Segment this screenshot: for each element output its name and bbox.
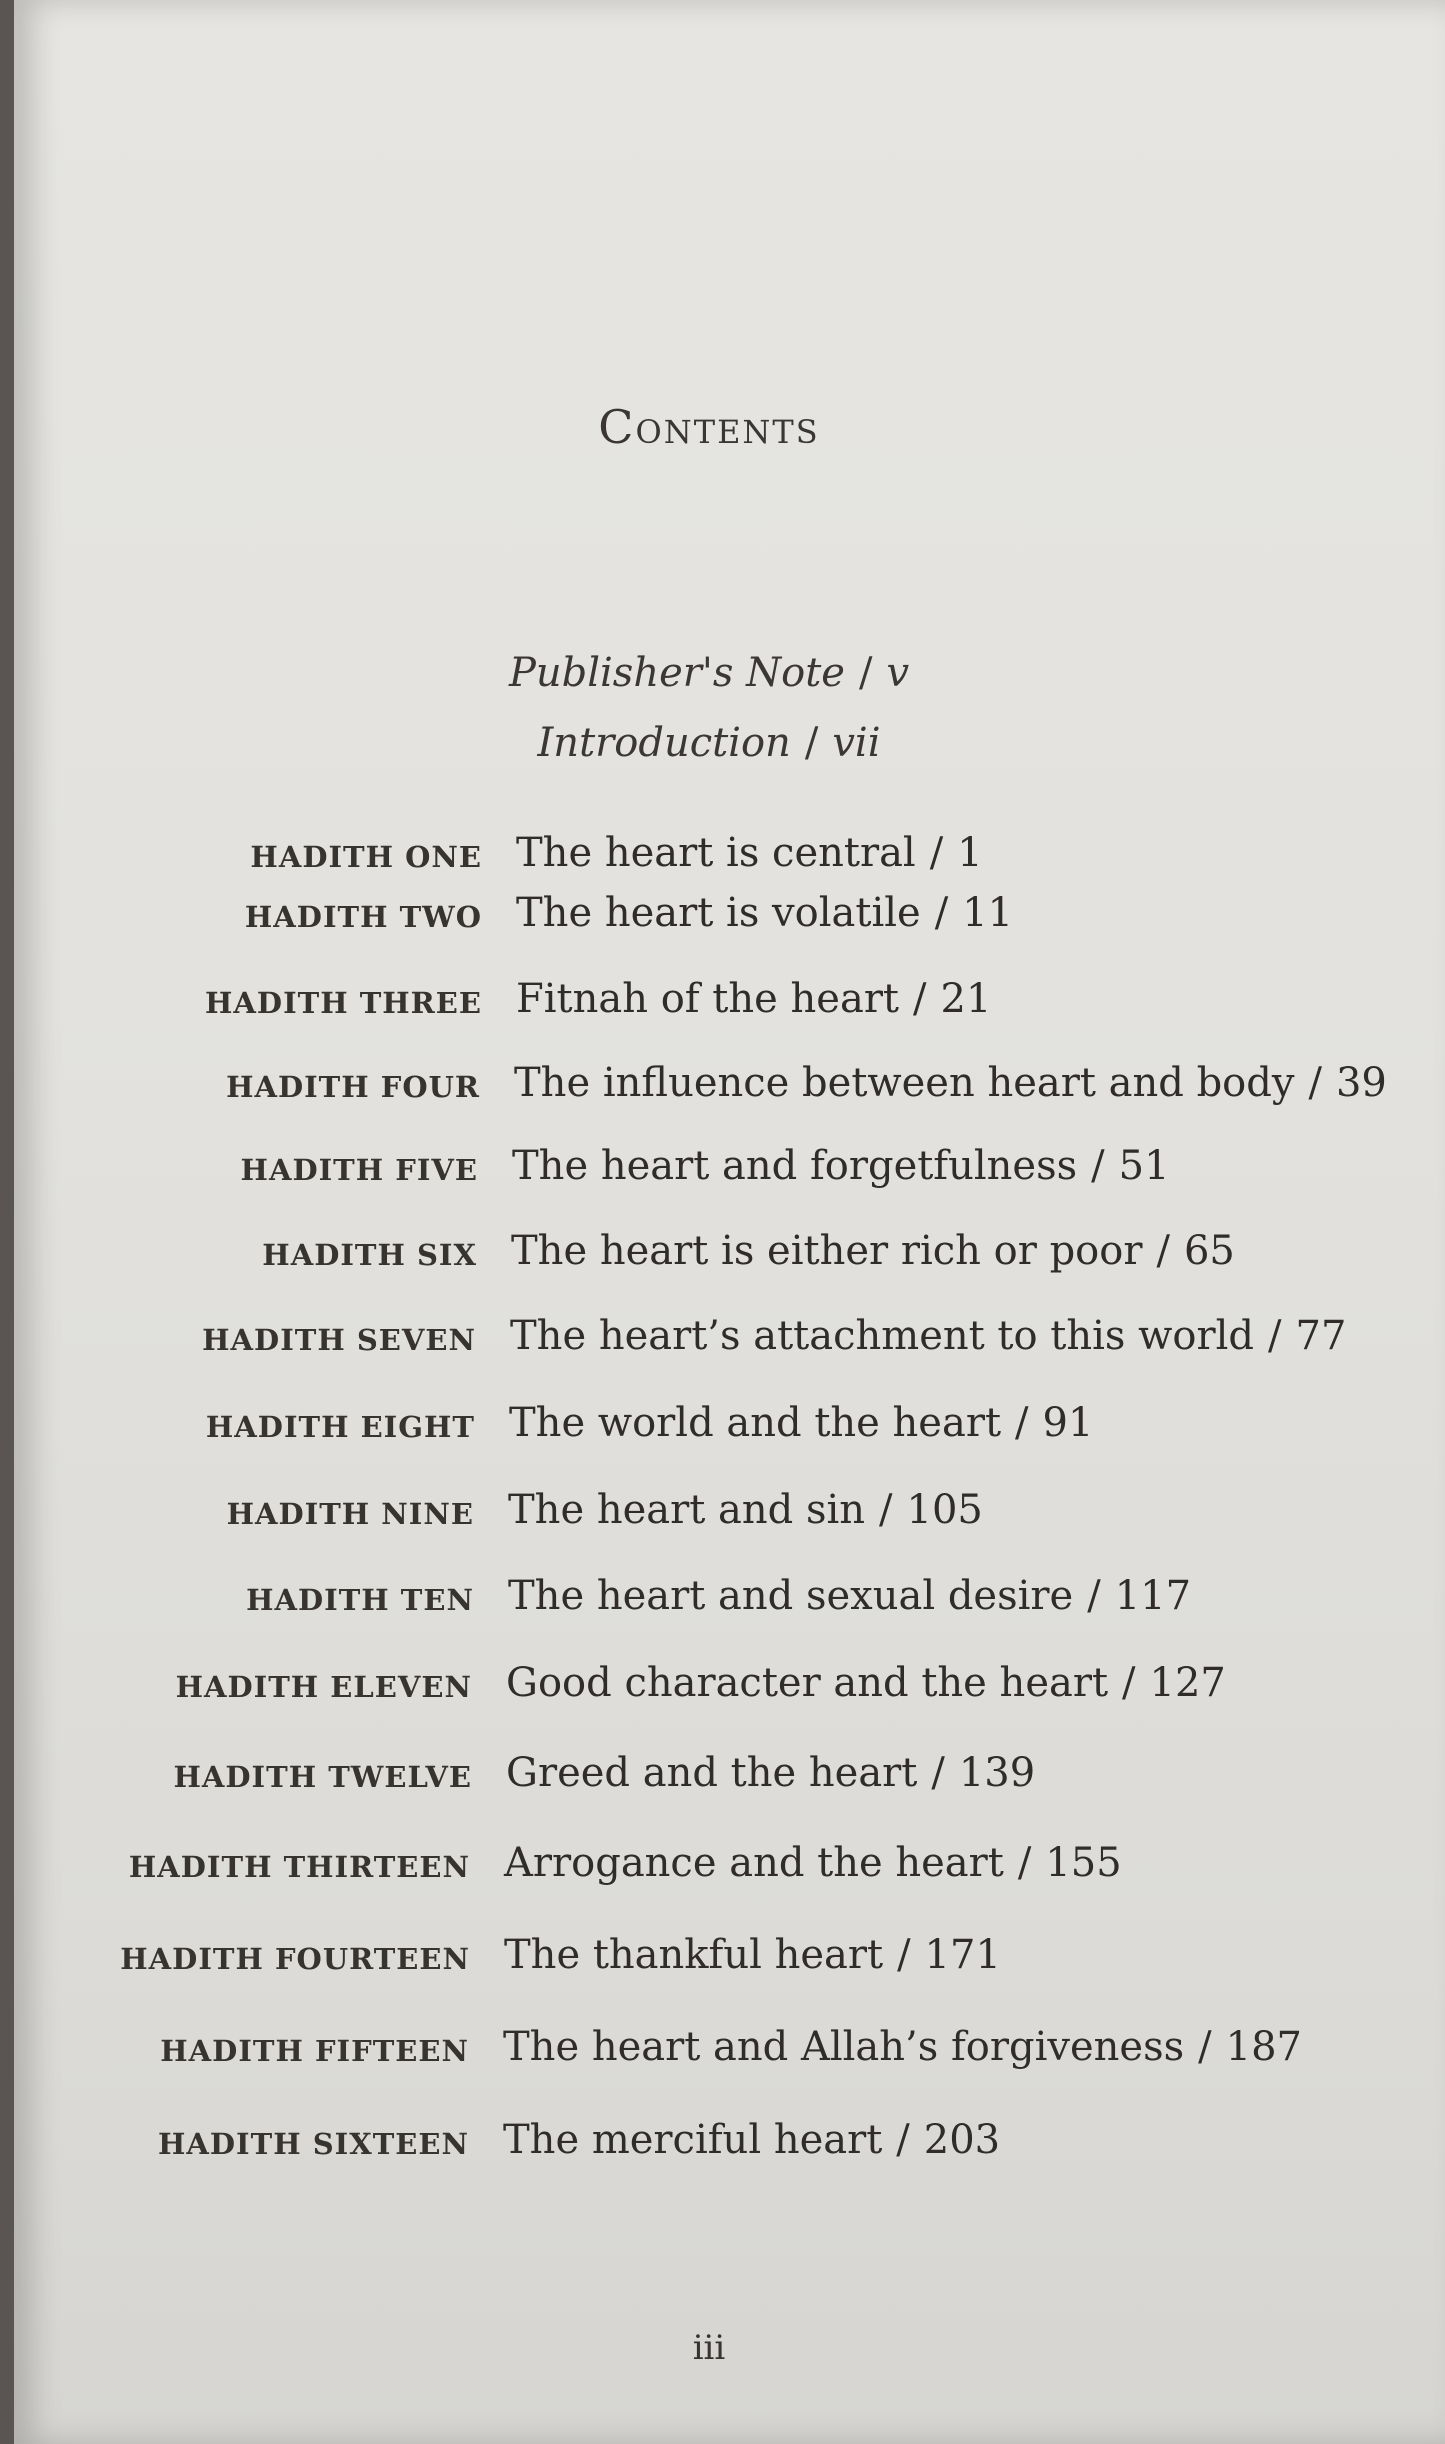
chapter-label: HADITH EIGHT — [205, 1410, 475, 1444]
separator: / — [879, 1487, 893, 1533]
toc-row — [14, 1660, 1445, 1720]
page-title: Contents — [598, 400, 820, 454]
toc-entry — [506, 1750, 1035, 1796]
front-matter-item — [14, 650, 1404, 696]
toc-label-container — [14, 1060, 480, 1120]
chapter-page-number: 11 — [962, 890, 1014, 936]
toc-entry — [504, 1932, 1001, 1978]
toc-entry — [512, 1143, 1170, 1189]
chapter-page-number: 65 — [1183, 1228, 1235, 1274]
separator: / — [1015, 1400, 1029, 1446]
separator: / — [913, 976, 927, 1022]
toc-row — [14, 1060, 1445, 1120]
separator: / — [1156, 1228, 1170, 1274]
toc-label-container — [14, 1750, 472, 1810]
chapter-title: The heart is central — [516, 830, 916, 876]
toc-label-container — [14, 890, 482, 950]
separator: / — [1091, 1143, 1105, 1189]
chapter-title: The heart and sexual desire — [508, 1573, 1074, 1619]
chapter-label: HADITH TEN — [246, 1583, 474, 1617]
chapter-page-number: 203 — [923, 2117, 1001, 2163]
separator: / — [1308, 1060, 1322, 1106]
chapter-title: The heart and sin — [508, 1487, 866, 1533]
toc-entry — [516, 976, 991, 1022]
toc-row — [14, 1750, 1445, 1810]
toc-entry — [508, 1573, 1191, 1619]
chapter-label: HADITH THIRTEEN — [128, 1850, 470, 1884]
toc-row — [14, 1487, 1445, 1547]
chapter-page-number: 21 — [940, 976, 992, 1022]
chapter-label: HADITH FIVE — [240, 1153, 478, 1187]
toc-entry — [516, 890, 1013, 936]
front-matter-page: v — [886, 650, 910, 696]
toc-row — [14, 1932, 1445, 1992]
chapter-page-number: 39 — [1335, 1060, 1387, 1106]
toc-label-container — [14, 1573, 474, 1633]
chapter-title: The heart is either rich or poor — [511, 1228, 1143, 1274]
toc-entry — [504, 1840, 1122, 1886]
toc-label-container — [14, 1660, 472, 1720]
chapter-label: HADITH SEVEN — [202, 1323, 476, 1357]
separator: / — [1017, 1840, 1032, 1886]
chapter-page-number: 171 — [924, 1932, 1001, 1978]
toc-row — [14, 1840, 1445, 1900]
toc-row — [14, 976, 1445, 1036]
toc-label-container — [14, 1143, 478, 1203]
front-matter-item — [14, 720, 1404, 766]
separator: / — [1122, 1660, 1136, 1706]
separator: / — [1268, 1313, 1282, 1359]
toc-row — [14, 890, 1445, 950]
toc-label-container — [14, 1400, 475, 1460]
book-page — [14, 0, 1445, 2444]
separator: / — [896, 2117, 910, 2163]
toc-row — [14, 2117, 1445, 2177]
chapter-label: HADITH SIXTEEN — [158, 2127, 469, 2161]
chapter-page-number: 1 — [957, 830, 983, 876]
chapter-title: Good character and the heart — [506, 1660, 1109, 1706]
chapter-page-number: 127 — [1149, 1660, 1226, 1706]
toc-entry — [508, 1487, 983, 1533]
chapter-title: The thankful heart — [504, 1932, 884, 1978]
toc-label-container — [14, 1228, 477, 1288]
chapter-page-number: 105 — [906, 1487, 983, 1533]
toc-entry — [514, 1060, 1387, 1106]
toc-row — [14, 2024, 1445, 2084]
chapter-title: The influence between heart and body — [514, 1060, 1295, 1106]
toc-entry — [503, 2024, 1302, 2070]
front-matter-title: Publisher's Note — [508, 650, 845, 696]
chapter-title: The heart and forgetfulness — [512, 1143, 1078, 1189]
separator: / — [931, 1750, 945, 1796]
toc-label-container — [14, 1313, 476, 1373]
toc-label-container — [14, 976, 482, 1036]
toc-label-container — [14, 1487, 474, 1547]
chapter-label: HADITH TWO — [244, 900, 482, 934]
chapter-page-number: 91 — [1042, 1400, 1094, 1446]
separator: / — [1198, 2024, 1212, 2070]
toc-entry — [511, 1228, 1235, 1274]
chapter-label: HADITH FIFTEEN — [160, 2034, 469, 2068]
separator: / — [897, 1932, 911, 1978]
chapter-title: The world and the heart — [509, 1400, 1002, 1446]
front-matter-title: Introduction — [537, 720, 791, 766]
chapter-page-number: 77 — [1295, 1313, 1347, 1359]
toc-entry — [516, 830, 983, 876]
toc-row — [14, 830, 1445, 890]
toc-label-container — [14, 1840, 470, 1900]
toc-entry — [510, 1313, 1346, 1359]
chapter-title: The heart is volatile — [516, 890, 921, 936]
chapter-label: HADITH NINE — [226, 1497, 474, 1531]
toc-row — [14, 1143, 1445, 1203]
separator: / — [934, 890, 949, 936]
page-number: iii — [692, 2328, 726, 2368]
toc-entry — [503, 2117, 1000, 2163]
chapter-label: HADITH FOURTEEN — [120, 1942, 470, 1976]
front-matter-page: vii — [832, 720, 881, 766]
chapter-label: HADITH THREE — [205, 986, 482, 1020]
chapter-label: HADITH ONE — [250, 840, 482, 874]
separator: / — [929, 830, 944, 876]
toc-label-container — [14, 1932, 470, 1992]
toc-row — [14, 1573, 1445, 1633]
chapter-title: The heart and Allah’s forgiveness — [503, 2024, 1185, 2070]
chapter-title: Arrogance and the heart — [504, 1840, 1004, 1886]
toc-row — [14, 1400, 1445, 1460]
separator: / — [804, 720, 819, 766]
toc-label-container — [14, 2117, 469, 2177]
toc-entry — [509, 1400, 1093, 1446]
toc-label-container — [14, 2024, 469, 2084]
chapter-page-number: 155 — [1045, 1840, 1122, 1886]
chapter-title: The merciful heart — [503, 2117, 883, 2163]
chapter-title: The heart’s attachment to this world — [510, 1313, 1255, 1359]
chapter-page-number: 139 — [958, 1750, 1036, 1796]
chapter-label: HADITH TWELVE — [173, 1760, 472, 1794]
toc-row — [14, 1313, 1445, 1373]
toc-label-container — [14, 830, 482, 890]
separator: / — [1087, 1573, 1101, 1619]
chapter-title: Greed and the heart — [506, 1750, 918, 1796]
chapter-page-number: 187 — [1225, 2024, 1302, 2070]
chapter-page-number: 51 — [1118, 1143, 1170, 1189]
chapter-page-number: 117 — [1114, 1573, 1192, 1619]
chapter-label: HADITH ELEVEN — [175, 1670, 472, 1704]
chapter-label: HADITH SIX — [262, 1238, 477, 1272]
chapter-label: HADITH FOUR — [226, 1070, 480, 1104]
chapter-title: Fitnah of the heart — [516, 976, 900, 1022]
separator: / — [858, 650, 873, 696]
toc-row — [14, 1228, 1445, 1288]
toc-entry — [506, 1660, 1226, 1706]
